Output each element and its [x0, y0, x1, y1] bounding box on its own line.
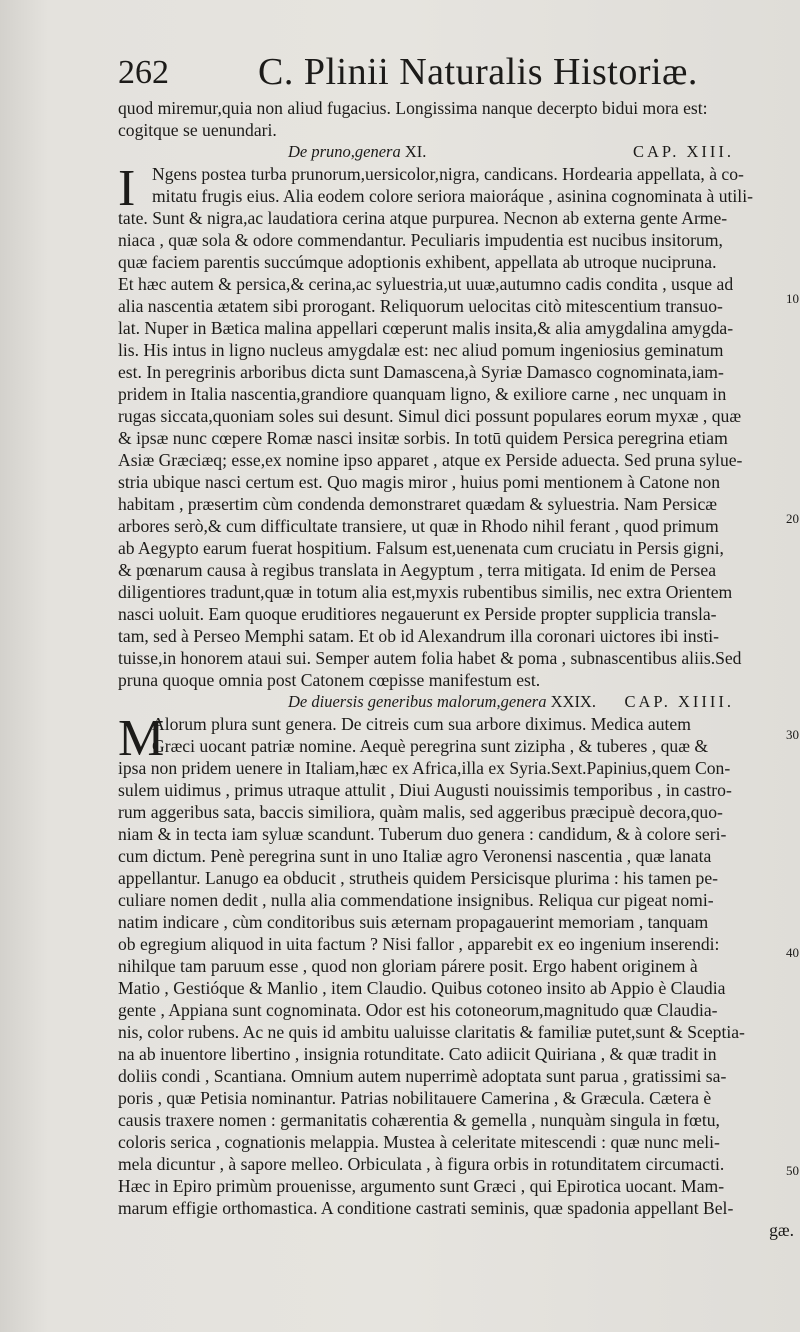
text-line: causis traxere nomen : germanitatis cohærentia & gemella , nunquàm singula in fœtu,: [118, 1110, 720, 1130]
margin-line-number: 30: [786, 727, 799, 742]
margin-line-number: 40: [786, 945, 799, 960]
chapter-13-count: XI.: [404, 142, 427, 161]
text-line: quæ faciem parentis succúmque adoptionis exhibent, appellata ab utroque nucipruna.: [118, 252, 717, 272]
text-line: ob egregium aliquod in uita factum ? Nisi fallor , apparebit ex eo ingenium inserendi:: [118, 934, 720, 954]
text-line: poris , quæ Petisia nominantur. Patrias nobilitauere Camerina , & Græcula. Cætera è: [118, 1088, 712, 1108]
text-line: Alorum plura sunt genera. De citreis cum sua arbore diximus. Medica autem: [152, 714, 691, 734]
text-line: arbores serò,& cum difficultate transiere, ut quæ in Rhodo nihil ferant , quod primum: [118, 516, 719, 536]
text-line: niam & in tecta iam syluæ scandunt. Tuberum duo genera : candidum, & à colore seri-: [118, 824, 727, 844]
chapter-14-drop-cap: M: [118, 710, 165, 767]
text-line: nis, color rubens. Ac ne quis id ambitu ualuisse claritatis & familiæ putet,sunt & Sceptia-: [118, 1022, 745, 1042]
text-line: natim indicare , cùm conditoribus suis æternam propagauerint memoriam , tanquam: [118, 912, 709, 932]
text-line: ipsa non pridem uenere in Italiam,hæc ex Africa,illa ex Syria.Sext.Papinius,quem Con-: [118, 758, 731, 778]
text-line: rum aggeribus sata, baccis similiora, quàm malis, sed aggeribus præcipuè decora,quo-: [118, 802, 723, 822]
text-line: Asiæ Græciæq; esse,ex nomine ipso apparet , atque ex Perside aduecta. Sed pruna sylue-: [118, 450, 743, 470]
chapter-14-text: [118, 710, 794, 1219]
catchword: gæ.: [769, 1220, 794, 1240]
text-line: Ngens postea turba prunorum,uersicolor,nigra, candicans. Hordearia appellata, à co-: [152, 164, 744, 184]
chapter-14-heading: [118, 691, 794, 713]
text-line: stria ubique nasci certum est. Quo magis miror , huius pomi mentionem à Catone non: [118, 472, 720, 492]
chapter-14-cap-label: CAP. XIIII.: [624, 692, 734, 711]
text-line: alia nascentia ætatem sibi prorogant. Reliquorum uelocitas citò mitescentium transuo-: [118, 296, 723, 316]
text-line: niaca , quæ sola & odore commendantur. Peculiaris impudentia est nucibus insitorum,: [118, 230, 723, 250]
text-line: diligentiores tradunt,quæ in totum alia est,myxis rubentibus similis, nec extra Orientem: [118, 582, 733, 602]
text-line: est. In peregrinis arboribus dicta sunt Damascena,à Syriæ Damasco cognominata,iam-: [118, 362, 724, 382]
text-line: tam, sed à Perseo Memphi satam. Et ob id Alexandrum illa coronari uictores ibi insti-: [118, 626, 719, 646]
text-line: pridem in Italia nascentia,grandiore quanquam ligno, & exiliore carne , nec unquam in: [118, 384, 727, 404]
text-line: Hæc in Epiro primùm prouenisse, argumento sunt Græci , qui Epirotica uocant. Mam-: [118, 1176, 725, 1196]
margin-line-number: 50: [786, 1163, 799, 1178]
text-line: na ab inuentore libertino , insignia rotunditate. Cato adiicit Quiriana , & quæ tradit in: [118, 1044, 717, 1064]
text-line: mela dicuntur , à sapore melleo. Orbiculata , à figura orbis in rotunditatem circumacti.: [118, 1154, 725, 1174]
text-line: tuisse,in honorem ataui sui. Semper autem folia habet & poma , subnascentibus aliis.Sed: [118, 648, 742, 668]
chapter-13-heading: [118, 141, 794, 163]
text-line: nihilque tam paruum esse , quod non gloriam párere posit. Ergo habent originem à: [118, 956, 698, 976]
text-line: cogitque se uenundari.: [118, 120, 277, 140]
text-line: marum effigie orthomastica. A conditione castrati seminis, quæ spadonia appellant Bel-: [118, 1198, 734, 1218]
text-line: & pœnarum causa à regibus translata in Aegyptum , terra mitigata. Id enim de Persea: [118, 560, 716, 580]
page-header: [118, 50, 738, 98]
chapter-13-cap-label: CAP. XIII.: [632, 142, 734, 161]
chapter-13-title: De pruno,genera: [288, 142, 405, 161]
margin-line-number: 10: [786, 291, 799, 306]
text-line: pruna quoque omnia post Catonem cœpisse manifestum est.: [118, 670, 541, 690]
text-line: habitam , præsertim cùm condenda demonstraret quædam & syluestria. Nam Persicæ: [118, 494, 718, 514]
text-line: & ipsæ nunc cœpere Romæ nasci insitæ sorbis. In totū quidem Persica peregrina etiam: [118, 428, 728, 448]
chapter-14-title: De diuersis generibus malorum,genera: [288, 692, 551, 711]
text-line: Et hæc autem & persica,& cerina,ac syluestria,ut uuæ,autumno cadis condita , usque ad: [118, 274, 734, 294]
margin-line-number: 20: [786, 511, 799, 526]
text-line: mitatu frugis eius. Alia eodem colore seriora maioráque , asinina cognominata à utili-: [152, 186, 753, 206]
running-title: C. Plinii Naturalis Historiæ.: [258, 51, 698, 93]
text-line: Matio , Gestióque & Manlio , item Claudio. Quibus cotoneo insito ab Appio è Claudia: [118, 978, 726, 998]
text-line: cum dictum. Penè peregrina sunt in uno Italiæ agro Veronensi nascentia , quæ lanata: [118, 846, 712, 866]
text-line: gente , Appiana sunt cognominata. Odor est his cotoneorum,magnitudo quæ Claudia-: [118, 1000, 718, 1020]
text-line: coloris serica , cognationis melappia. Mustea à celeritate mitescendi : quæ nunc meli-: [118, 1132, 720, 1152]
text-line: Græci uocant patriæ nomine. Aequè peregrina sunt zizipha , & tuberes , quæ &: [152, 736, 709, 756]
intro-block: [118, 97, 794, 141]
text-line: quod miremur,quia non aliud fugacius. Longissima nanque decerpto bidui mora est:: [118, 98, 708, 118]
text-line: culiare nomen dedit , nulla alia commendatione insignibus. Reliqua cur pigeat nomi-: [118, 890, 714, 910]
catchword-line: [118, 1219, 794, 1241]
text-line: ab Aegypto earum fuerat hospitium. Falsum est,uenenata cum cruciatu in Persis gigni,: [118, 538, 724, 558]
text-line: sulem uidimus , primus utraque attulit , Diui Augusti nouissimis temporibus , in castro-: [118, 780, 732, 800]
text-line: lat. Nuper in Bætica malina appellari cœperunt malis insita,& alia amygdalina amygda-: [118, 318, 734, 338]
text-line: tate. Sunt & nigra,ac laudatiora cerina atque purpurea. Necnon ab externa gente Arme-: [118, 208, 728, 228]
text-line: doliis condi , Scantiana. Omnium autem nuperrimè adoptata sunt parua , gratissimi sa-: [118, 1066, 727, 1086]
text-line: rugas siccata,quoniam soles sui desunt. Simul dici possunt populares eorum myxæ , quæ: [118, 406, 742, 426]
text-line: lis. His intus in ligno nucleus amygdalæ est: nec aliud pomum ingeniosius geminatum: [118, 340, 724, 360]
text-line: appellantur. Lanugo ea obducit , strutheis quidem Persicisque plurima : his tamen pe-: [118, 868, 718, 888]
chapter-14-count: XXIX.: [550, 692, 596, 711]
page-number: 262: [118, 54, 169, 91]
text-line: nasci uoluit. Eam quoque eruditiores negauerunt ex Perside propter supplicia transla-: [118, 604, 717, 624]
body-text: [118, 97, 794, 1241]
chapter-13-text: [118, 160, 794, 691]
chapter-13-drop-cap: I: [118, 160, 136, 217]
